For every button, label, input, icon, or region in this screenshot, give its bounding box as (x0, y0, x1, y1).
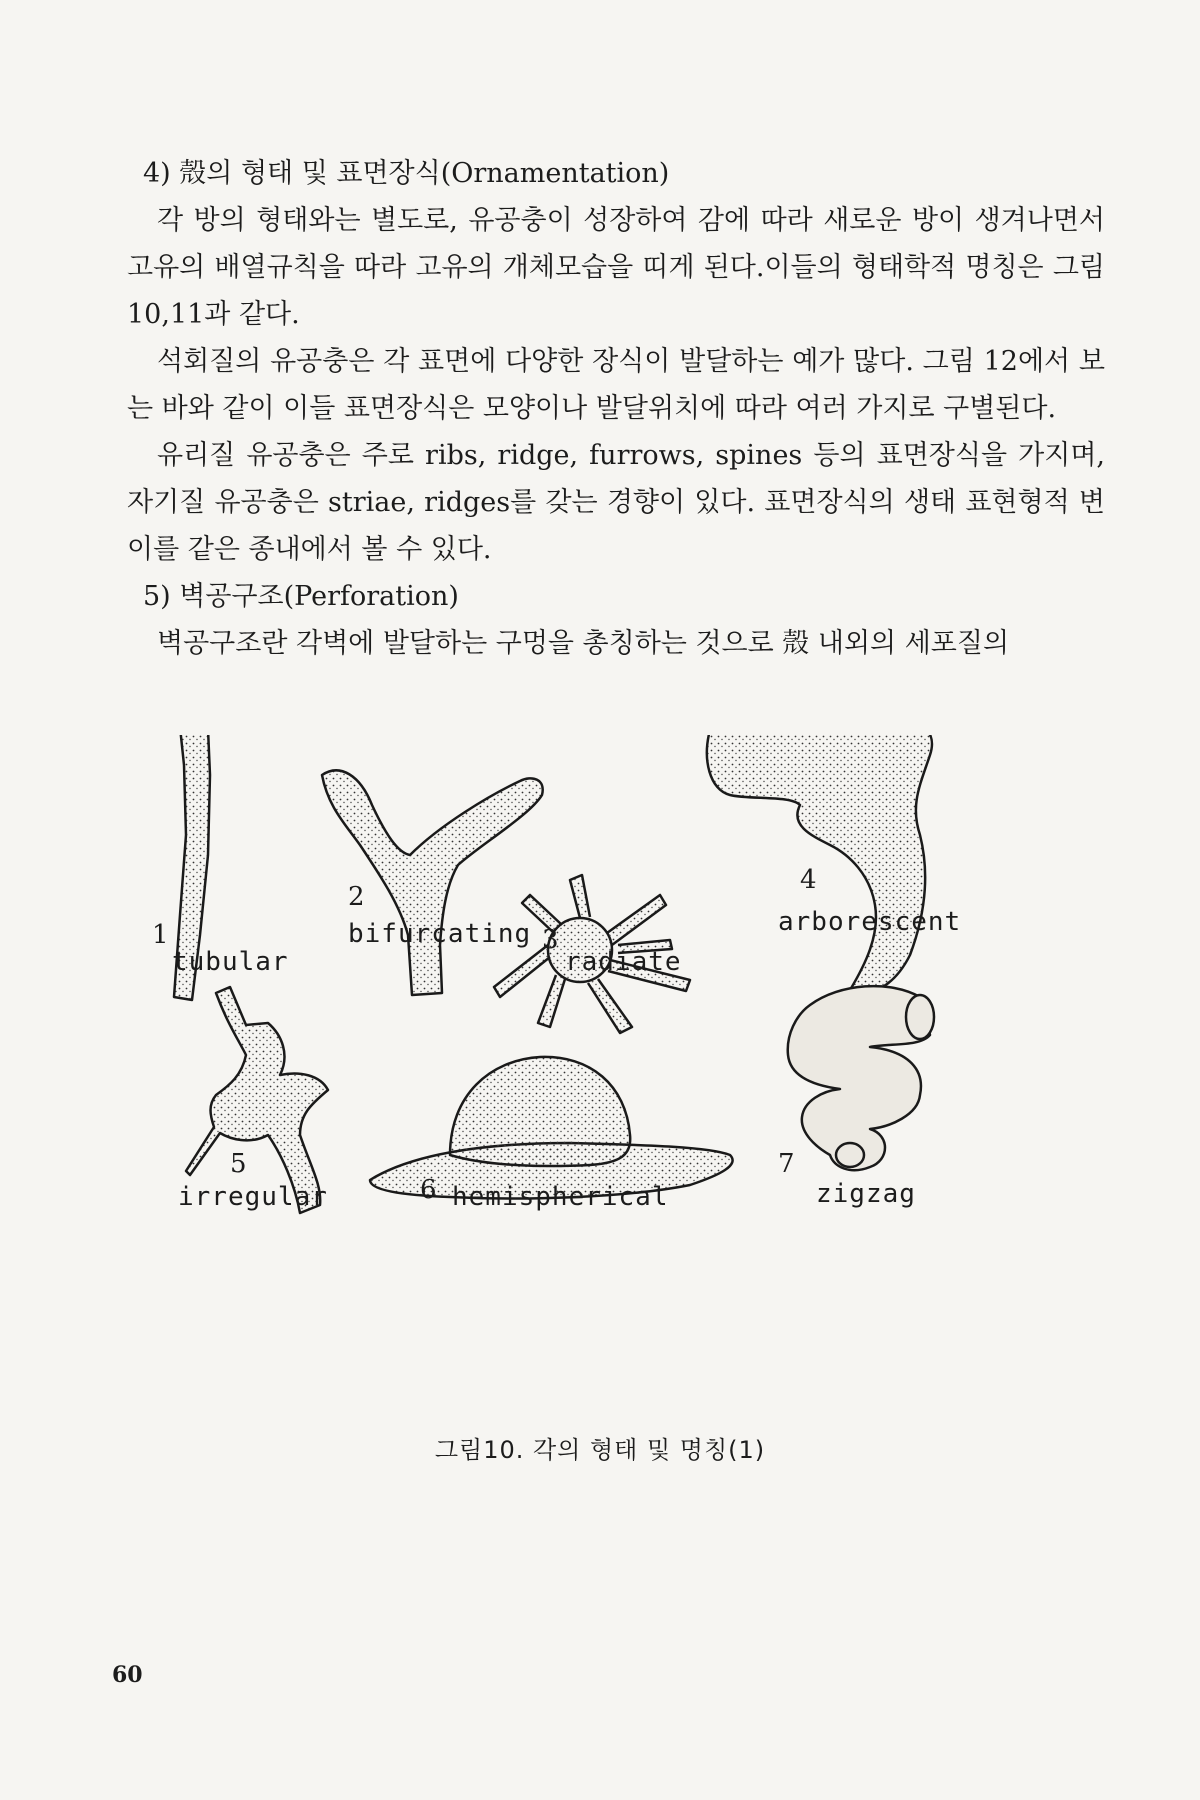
figure-label-hemispherical: hemispherical (452, 1182, 669, 1212)
paragraph-1: 각 방의 형태와는 별도로, 유공충이 성장하여 감에 따라 새로운 방이 생겨나면서 고유의 배열규칙을 따라 고유의 개체모습을 띠게 된다.이들의 형태학적 명칭은 그림 10,11과 같다. (127, 205, 1105, 330)
figure-number-4: 4 (800, 865, 817, 895)
figure-label-zigzag: zigzag (816, 1179, 916, 1209)
body-text (127, 150, 1105, 667)
paragraph-4: 벽공구조란 각벽에 발달하는 구멍을 총칭하는 것으로 殼 내외의 세포질의 (157, 628, 1010, 659)
figure-number-6: 6 (420, 1175, 437, 1205)
section-heading-4: 4) 殼의 형태 및 표면장식(Ornamentation) (143, 158, 670, 189)
figure-label-arborescent: arborescent (778, 907, 962, 937)
figure-number-7: 7 (778, 1149, 795, 1179)
figure-number-3: 3 (542, 925, 559, 955)
figure-label-bifurcating: bifurcating (348, 919, 532, 949)
figure-label-radiate: radiate (565, 947, 682, 977)
section-heading-5: 5) 벽공구조(Perforation) (143, 581, 459, 612)
paragraph-3: 유리질 유공충은 주로 ribs, ridge, furrows, spines 등의 표면장식을 가지며, 자기질 유공충은 striae, ridges를 갖는 경향이 있다. 표면장식의 생태 표현형적 변이를 같은 종내에서 볼 수 있다. (127, 440, 1105, 565)
figure-number-1: 1 (152, 920, 169, 950)
arborescent-drawing (707, 735, 932, 993)
figure-label-irregular: irregular (178, 1182, 328, 1212)
figure-caption: 그림10. 각의 형태 및 명칭(1) (434, 1436, 766, 1464)
figure-drawings (150, 735, 1090, 1385)
figure-10 (150, 735, 1090, 1385)
page-number: 60 (112, 1662, 143, 1688)
figure-label-tubular: tubular (172, 947, 289, 977)
figure-number-5: 5 (230, 1149, 247, 1179)
zigzag-drawing (788, 986, 934, 1170)
irregular-drawing (186, 987, 328, 1213)
figure-number-2: 2 (348, 882, 365, 912)
paragraph-2: 석회질의 유공충은 각 표면에 다양한 장식이 발달하는 예가 많다. 그림 12에서 보는 바와 같이 이들 표면장식은 모양이나 발달위치에 따라 여러 가지로 구별된다. (127, 346, 1105, 424)
